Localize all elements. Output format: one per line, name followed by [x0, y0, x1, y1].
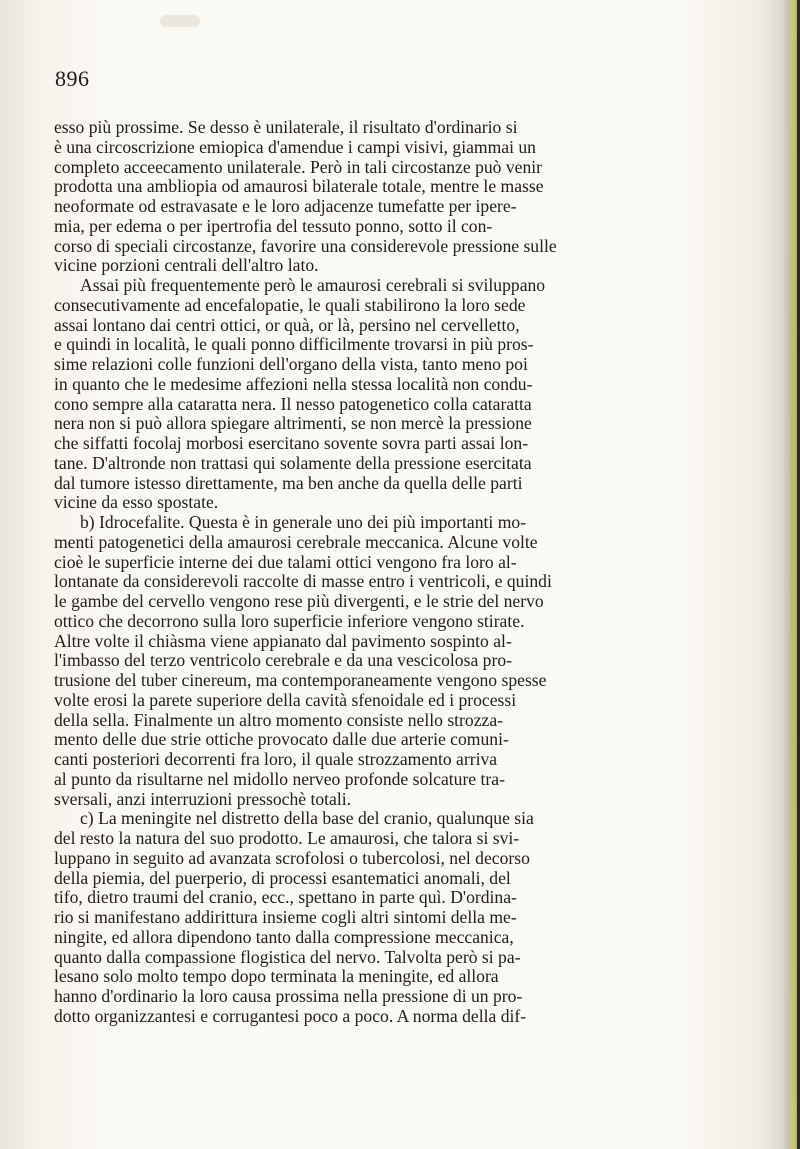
text-line: vicine da esso spostate.	[54, 493, 219, 513]
text-line: esso più prossime. Se desso è unilaterale, il risultato d'ordinario si	[54, 118, 518, 137]
text-line: nera non si può allora spiegare altrimenti, se non mercè la pressione	[54, 414, 532, 434]
text-line: volte erosi la parete superiore della cavità sfenoidale ed i processi	[54, 690, 517, 710]
text-line: ningite, ed allora dipendono tanto dalla compressione meccanica,	[54, 927, 514, 947]
text-line: dotto organizzantesi e corrugantesi poco a poco. A norma della dif-	[54, 1006, 527, 1026]
text-line: e quindi in località, le quali ponno difficilmente trovarsi in più pros-	[54, 335, 534, 355]
text-line: è una circoscrizione emiopica d'amendue i campi visivi, giammai un	[54, 137, 536, 157]
text-line: tane. D'altronde non trattasi qui solamente della pressione esercitata	[54, 453, 532, 473]
text-line: assai lontano dai centri ottici, or quà, or là, persino nel cervelletto,	[54, 315, 520, 335]
text-line: c) La meningite nel distretto della base del cranio, qualunque sia	[80, 809, 534, 829]
text-line: lontanate da considerevoli raccolte di masse entro i ventricoli, e quindi	[54, 572, 552, 592]
text-line: della sella. Finalmente un altro momento consiste nello strozza-	[54, 710, 504, 730]
text-line: completo acceecamento unilaterale. Però in tali circostanze può venir	[54, 157, 543, 177]
body-text	[54, 118, 706, 1027]
text-line: tifo, dietro traumi del cranio, ecc., spettano in parte quì. D'ordina-	[54, 888, 517, 908]
text-line: mento delle due strie ottiche provocato dalle due arterie comuni-	[54, 730, 509, 750]
text-line: lesano solo molto tempo dopo terminata la meningite, ed allora	[54, 967, 499, 987]
text-line: Assai più frequentemente però le amaurosi cerebrali si sviluppano	[80, 276, 546, 295]
text-line: mia, per edema o per ipertrofia del tessuto ponno, sotto il con-	[54, 216, 493, 236]
text-line: luppano in seguito ad avanzata scrofolosi o tubercolosi, nel decorso	[54, 848, 530, 868]
text-line: l'imbasso del terzo ventricolo cerebrale e da una vescicolosa pro-	[54, 651, 512, 671]
binding-stripe	[790, 0, 796, 1149]
text-line: vicine porzioni centrali dell'altro lato.	[54, 256, 319, 276]
text-line: ottico che decorrono sulla loro superficie inferiore vengono stirate.	[54, 611, 525, 631]
text-line: al punto da risultarne nel midollo nerveo profonde solcature tra-	[54, 769, 505, 789]
text-line: sime relazioni colle funzioni dell'organo della vista, tanto meno poi	[54, 355, 528, 374]
text-line: che siffatti focolaj morbosi esercitano sovente sovra parti assai lon-	[54, 434, 529, 453]
text-line: canti posteriori decorrenti fra loro, il quale strozzamento arriva	[54, 750, 498, 769]
text-line: prodotta una ambliopia od amaurosi bilaterale totale, mentre le masse	[54, 177, 544, 197]
text-line: corso di speciali circostanze, favorire una considerevole pressione sulle	[54, 236, 557, 256]
text-line: Altre volte il chiàsma viene appianato dal pavimento sospinto al-	[54, 631, 512, 651]
text-line: neoformate od estravasate e le loro adjacenze tumefatte per ipere-	[54, 197, 517, 216]
text-line: le gambe del cervello vengono rese più divergenti, e le strie del nervo	[54, 592, 544, 611]
text-line: b) Idrocefalite. Questa è in generale uno dei più importanti mo-	[80, 513, 527, 532]
text-line: sversali, anzi interruzioni pressochè totali.	[54, 789, 352, 809]
text-line: hanno d'ordinario la loro causa prossima nella pressione di un pro-	[54, 987, 523, 1006]
text-line: dal tumore istesso direttamente, ma ben anche da quella delle parti	[54, 473, 523, 493]
text-line: della piemia, del puerperio, di processi esantematici anomali, del	[54, 868, 511, 888]
text-line: consecutivamente ad encefalopatie, le quali stabilirono la loro sede	[54, 295, 526, 315]
text-line: rio si manifestano addirittura insieme cogli altri sintomi della me-	[54, 908, 517, 927]
text-line: cono sempre alla cataratta nera. Il nesso patogenetico colla cataratta	[54, 394, 532, 414]
text-line: menti patogenetici della amaurosi cerebrale meccanica. Alcune volte	[54, 532, 538, 552]
paper-smudge	[160, 15, 200, 27]
text-line: trusione del tuber cinereum, ma contemporaneamente vengono spesse	[54, 671, 547, 690]
text-line: del resto la natura del suo prodotto. Le amaurosi, che talora si svi-	[54, 829, 520, 848]
text-line: quanto dalla compassione flogistica del nervo. Talvolta però si pa-	[54, 947, 521, 967]
text-line: cioè le superficie interne dei due talami ottici vengono fra loro al-	[54, 552, 517, 572]
text-line: in quanto che le medesime affezioni nella stessa località non condu-	[54, 374, 533, 394]
page-number: 896	[55, 66, 90, 91]
